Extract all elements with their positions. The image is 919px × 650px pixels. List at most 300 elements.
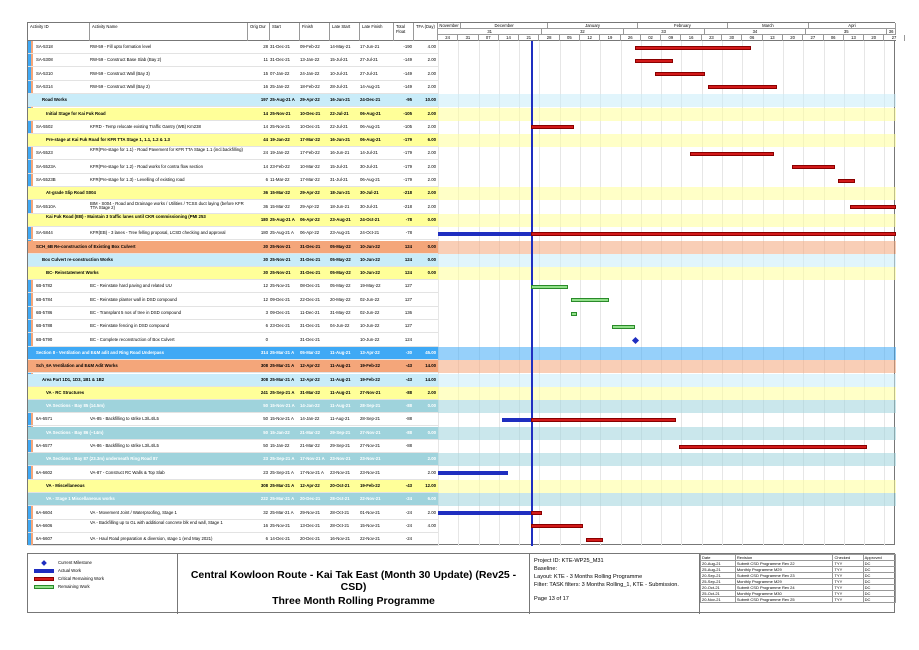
activity-row[interactable] bbox=[28, 334, 438, 347]
activity-row[interactable] bbox=[28, 41, 438, 54]
col-activity-id[interactable]: Activity ID bbox=[28, 23, 90, 41]
cell-id: 6B-5788 bbox=[36, 323, 53, 329]
remaining-bar[interactable] bbox=[612, 325, 635, 329]
cell-start: 15-Nov-21 A bbox=[270, 416, 294, 422]
month-label: November bbox=[438, 23, 461, 29]
cell-dur: 222 bbox=[260, 496, 268, 502]
wbs-row[interactable] bbox=[28, 267, 438, 280]
cell-tfa bbox=[414, 334, 438, 347]
cell-tf: -24 bbox=[405, 509, 412, 515]
rev-cell: DC bbox=[863, 591, 895, 597]
cell-lf: 23-Nov-21 bbox=[360, 456, 381, 462]
cell-name: Initial Stage for Kai Fuk Road bbox=[46, 110, 106, 116]
cell-id: 6A-6604 bbox=[36, 509, 53, 515]
cell-lf: 10-Jun-22 bbox=[360, 243, 381, 249]
cell-finish: 21-Mar-22 bbox=[300, 429, 321, 435]
cell-name: VA-85 - Backfilling to strike L3/L4/L5 bbox=[90, 416, 159, 422]
cell-tf: -179 bbox=[403, 150, 412, 156]
legend-item: Current Milestone bbox=[34, 560, 92, 565]
title-box bbox=[178, 554, 530, 614]
wbs-row[interactable] bbox=[28, 254, 438, 267]
cell-tf bbox=[394, 467, 414, 480]
cell-ls: 23-Aug-21 bbox=[330, 216, 351, 222]
cell-dur: 50 bbox=[263, 443, 268, 448]
wbs-band bbox=[438, 94, 896, 107]
wbs-band bbox=[438, 427, 896, 440]
rev-cell: 20-Nov-21 bbox=[701, 597, 736, 603]
cell-ls: 20-Oct-21 bbox=[330, 482, 350, 488]
rev-cell: DC bbox=[863, 585, 895, 591]
activity-row[interactable] bbox=[28, 174, 438, 187]
cell-name: Road Works bbox=[42, 97, 67, 103]
cell-name: KFR(EB) - 3 lanes - Tree felling proposal, LCSD checking and approval bbox=[90, 230, 226, 236]
cell-tf: -43 bbox=[405, 376, 412, 382]
rev-cell: Monthly Programme M29 bbox=[735, 567, 833, 573]
col-start[interactable]: Start bbox=[270, 23, 300, 41]
activity-row[interactable] bbox=[28, 121, 438, 134]
cell-id: 6A-6602 bbox=[36, 469, 53, 475]
cell-start: 15-Mar-22 bbox=[270, 203, 290, 209]
filter: Filter: TASK filters: 3 Months Rolling_1, KTE - Submission. bbox=[534, 582, 679, 588]
rev-header: Checked bbox=[833, 555, 863, 561]
cell-tf: -190 bbox=[403, 44, 412, 49]
critical-bar[interactable] bbox=[531, 125, 574, 129]
cell-lf: 27-Nov-21 bbox=[360, 389, 381, 395]
cell-finish: 12-Apr-22 bbox=[300, 482, 320, 488]
cell-id: 6A-6607 bbox=[36, 536, 53, 542]
cell-tf: -179 bbox=[403, 163, 412, 169]
cell-tfa: 2.00 bbox=[427, 469, 436, 475]
cell-start: 25-Nov-21 bbox=[270, 283, 291, 289]
cell-tfa: 2.00 bbox=[427, 163, 436, 169]
cell-start: 09-Dec-21 bbox=[270, 296, 291, 302]
cell-dur: 14 bbox=[263, 123, 268, 129]
cell-finish: 13-Jan-22 bbox=[300, 57, 320, 63]
activity-row[interactable] bbox=[28, 507, 438, 520]
cell-start: 15-Jan-22 bbox=[270, 443, 290, 448]
cell-dur: 16 bbox=[263, 83, 268, 89]
wbs-row[interactable] bbox=[28, 347, 438, 360]
rev-cell: DC bbox=[863, 561, 895, 567]
layout: Layout: KTE - 3 Months Rolling Programme bbox=[534, 574, 643, 580]
cell-dur: 12 bbox=[263, 296, 268, 302]
cell-ls: 11-Aug-21 bbox=[330, 363, 351, 369]
wbs-row[interactable] bbox=[28, 187, 438, 200]
cell-dur: 24 bbox=[263, 150, 268, 156]
cell-start: 25-Mar-21 A bbox=[270, 363, 295, 369]
cell-name: BC - Transplant 5 nos of tree in DSD compound bbox=[90, 310, 181, 315]
cell-lf: 02-Jun-22 bbox=[360, 296, 380, 302]
col-orig-dur[interactable]: Orig Dur bbox=[248, 23, 270, 41]
cell-start: 31-Dec-21 bbox=[270, 57, 291, 63]
rev-header: Approved bbox=[863, 555, 895, 561]
cell-tf: -24 bbox=[405, 536, 412, 542]
cell-name: KFR(Pre-stage for 1.1) - Road Pavement for KFR TTA Stage 1.1 (incl.backfilling) bbox=[90, 147, 243, 153]
cell-dur: 14 bbox=[263, 163, 268, 169]
actual-bar[interactable] bbox=[502, 418, 531, 422]
cell-start: 25-Sep-21 A bbox=[270, 456, 295, 462]
critical-bar[interactable] bbox=[531, 418, 676, 422]
cell-name: BC - Complete reconstruction of Box Culvert bbox=[90, 336, 175, 342]
col-total-float[interactable]: Total Float bbox=[394, 23, 414, 41]
cell-tf: -88 bbox=[405, 389, 412, 395]
wbs-band bbox=[438, 214, 896, 227]
wbs-row[interactable] bbox=[28, 360, 438, 373]
gantt-sheet bbox=[27, 22, 895, 545]
cell-lf: 28-Sep-21 bbox=[360, 416, 381, 422]
cell-lf: 17-Jun-21 bbox=[360, 44, 380, 49]
cell-finish: 18-Feb-22 bbox=[300, 83, 320, 89]
cell-id: SA-5523B bbox=[36, 177, 56, 182]
cell-name: RW-59 - Construct Wall (Bay 3) bbox=[90, 70, 150, 76]
day-label: 12 bbox=[580, 35, 600, 41]
cell-name: BC - Reinstate hard paving and related UU bbox=[90, 283, 172, 289]
wbs-row[interactable] bbox=[28, 241, 438, 254]
day-label: 13 bbox=[763, 35, 783, 41]
cell-dur: 32 bbox=[263, 509, 268, 515]
cell-ls: 11-Aug-21 bbox=[330, 376, 351, 382]
cell-lf: 24-Oct-21 bbox=[360, 230, 380, 236]
col-activity-name[interactable]: Activity Name bbox=[90, 23, 248, 41]
cell-dur: 308 bbox=[260, 363, 268, 369]
cell-tf: 127 bbox=[404, 296, 412, 302]
cell-ls: 28-Oct-21 bbox=[330, 509, 350, 515]
cell-name: KFR(Pre-stage for 1.3) - Levelling of existing road bbox=[90, 177, 185, 182]
day-label: 20 bbox=[783, 35, 803, 41]
wbs-band bbox=[438, 374, 896, 387]
cell-tfa bbox=[414, 294, 438, 307]
cell-tf: -105 bbox=[403, 123, 412, 129]
critical-bar[interactable] bbox=[531, 511, 543, 515]
cell-dur: 314 bbox=[260, 349, 268, 355]
cell-start: 25-Sep-21 A bbox=[270, 389, 295, 395]
title-block bbox=[27, 553, 895, 613]
wbs-row[interactable] bbox=[28, 134, 438, 147]
critical-bar[interactable] bbox=[655, 72, 704, 76]
actual-bar[interactable] bbox=[438, 511, 531, 515]
cell-ls: 28-Oct-21 bbox=[330, 496, 350, 502]
cell-tfa: 2.00 bbox=[427, 190, 436, 196]
wbs-band bbox=[438, 254, 896, 267]
rev-cell: DC bbox=[863, 573, 895, 579]
cell-lf: 27-Jul-21 bbox=[360, 57, 378, 63]
cell-lf: 30-Jul-21 bbox=[360, 203, 378, 209]
rev-cell: TYY bbox=[833, 591, 863, 597]
rev-cell: Submit CSD Programme Rev 24 bbox=[735, 585, 833, 591]
critical-bar[interactable] bbox=[679, 445, 867, 449]
cell-dur: 0 bbox=[265, 336, 268, 342]
rev-row bbox=[701, 597, 896, 603]
cell-lf: 27-Jul-21 bbox=[360, 70, 378, 76]
critical-bar[interactable] bbox=[850, 205, 896, 209]
cell-start: 19-Jan-22 bbox=[270, 150, 290, 156]
day-label: 23 bbox=[702, 35, 722, 41]
day-label: 09 bbox=[661, 35, 681, 41]
cell-tfa: 6.00 bbox=[427, 137, 436, 143]
cell-dur: 6 bbox=[265, 323, 268, 329]
activity-row[interactable] bbox=[28, 54, 438, 67]
wbs-band bbox=[438, 347, 896, 360]
milestone-diamond[interactable] bbox=[632, 337, 639, 344]
cell-ls: 11-Aug-21 bbox=[330, 416, 350, 422]
critical-bar[interactable] bbox=[531, 524, 583, 528]
column-header bbox=[28, 23, 896, 41]
report-subtitle: Three Month Rolling Programme bbox=[272, 595, 435, 607]
cell-lf: 10-Jun-22 bbox=[360, 336, 380, 342]
cell-tf: -88 bbox=[405, 443, 412, 448]
day-label: 13 bbox=[844, 35, 864, 41]
cell-ls: 23-Nov-21 bbox=[330, 456, 351, 462]
week-label: 35 bbox=[806, 29, 887, 35]
milestone-icon bbox=[41, 560, 47, 566]
cell-dur: 308 bbox=[260, 482, 268, 488]
cell-name: BC - Reinstate fencing in DSD compound bbox=[90, 323, 170, 329]
cell-ls: 29-Sep-21 bbox=[330, 429, 351, 435]
legend-item: Actual Work bbox=[34, 568, 81, 573]
critical-bar[interactable] bbox=[708, 85, 778, 89]
cell-ls: 31-May-22 bbox=[330, 310, 351, 315]
cell-name: VA - Movement Joint / Waterproofing, Stage 1 bbox=[90, 509, 177, 515]
rev-cell: DC bbox=[863, 567, 895, 573]
activity-row[interactable] bbox=[28, 440, 438, 453]
activity-row[interactable] bbox=[28, 201, 438, 214]
cell-finish: 31-Dec-21 bbox=[300, 323, 321, 329]
critical-bar[interactable] bbox=[586, 538, 603, 542]
cell-tfa: 4.00 bbox=[427, 44, 436, 49]
cell-name: VA - RC Structures bbox=[46, 389, 85, 395]
cell-lf: 19-Feb-22 bbox=[360, 482, 381, 488]
cell-start: 25-Aug-21 A bbox=[270, 97, 295, 103]
activity-row[interactable] bbox=[28, 280, 438, 293]
cell-lf: 19-May-22 bbox=[360, 283, 381, 289]
activity-row[interactable] bbox=[28, 320, 438, 333]
cell-id: 6B-5782 bbox=[36, 283, 53, 289]
cell-ls: 28-Jul-21 bbox=[330, 83, 348, 89]
week-label: 36 bbox=[887, 29, 896, 35]
activity-row[interactable] bbox=[28, 467, 438, 480]
cell-lf: 30-Jul-21 bbox=[360, 190, 379, 196]
cell-dur: 3 bbox=[265, 310, 268, 315]
cell-start: 25-Mar-21 A bbox=[270, 496, 295, 502]
critical-bar[interactable] bbox=[635, 46, 751, 50]
rev-cell: Submit CSD Programme Rev 25 bbox=[735, 597, 833, 603]
cell-tfa: 2.00 bbox=[427, 389, 436, 395]
wbs-row[interactable] bbox=[28, 374, 438, 387]
activity-row[interactable] bbox=[28, 520, 438, 533]
actual-bar[interactable] bbox=[438, 471, 508, 475]
cell-ls: 16-Jun-21 bbox=[330, 150, 350, 156]
day-label: 20 bbox=[864, 35, 884, 41]
cell-finish: 24-Jan-22 bbox=[300, 70, 320, 76]
activity-row[interactable] bbox=[28, 68, 438, 81]
activity-row[interactable] bbox=[28, 533, 438, 546]
activity-row[interactable] bbox=[28, 147, 438, 160]
activity-row[interactable] bbox=[28, 307, 438, 320]
cell-start: 23-Dec-21 bbox=[270, 323, 291, 329]
cell-lf: 23-Nov-21 bbox=[360, 469, 381, 475]
cell-tfa bbox=[414, 533, 438, 546]
cell-ls: 28-Oct-21 bbox=[330, 522, 350, 528]
wbs-row[interactable] bbox=[28, 480, 438, 493]
cell-tfa: 0.00 bbox=[427, 243, 436, 249]
week-label: 34 bbox=[705, 29, 806, 35]
col-tfa[interactable]: TFA (Day) bbox=[414, 23, 438, 41]
rev-cell: TYY bbox=[833, 597, 863, 603]
cell-lf: 15-Nov-21 bbox=[360, 522, 381, 528]
cell-finish: 29-Apr-22 bbox=[300, 97, 320, 103]
cell-dur: 241 bbox=[260, 389, 268, 395]
cell-tf: 136 bbox=[404, 310, 412, 315]
critical-bar[interactable] bbox=[635, 59, 673, 63]
cell-dur: 14 bbox=[263, 110, 268, 116]
cell-ls: 23-Nov-21 bbox=[330, 469, 351, 475]
cell-lf: 24-Oct-21 bbox=[360, 216, 380, 222]
cell-ls: 18-Jun-21 bbox=[330, 190, 351, 196]
cell-name: BC- Reinstatement Works bbox=[46, 270, 99, 276]
cell-dur: 50 bbox=[263, 429, 268, 435]
cell-dur: 16 bbox=[263, 522, 268, 528]
cell-start: 11-Mar-22 bbox=[270, 177, 290, 182]
col-late-start[interactable]: Late Start bbox=[330, 23, 360, 41]
month-label: January bbox=[548, 23, 638, 29]
day-label: 30 bbox=[722, 35, 742, 41]
cell-dur: 30 bbox=[263, 256, 268, 262]
critical-bar[interactable] bbox=[690, 152, 774, 156]
rev-cell: 20-Aug-21 bbox=[701, 561, 736, 567]
cell-start bbox=[270, 334, 300, 347]
cell-ls: 15-Jul-21 bbox=[330, 57, 348, 63]
critical-bar[interactable] bbox=[531, 232, 896, 236]
cell-name: Section 8 - Ventilation and E&M adit and Ring Road Underpass bbox=[36, 349, 164, 355]
cell-start: 25-Aug-21 A bbox=[270, 230, 294, 236]
cell-tf: -78 bbox=[405, 216, 412, 222]
rev-cell: TYY bbox=[833, 585, 863, 591]
cell-dur: 50 bbox=[263, 403, 268, 409]
actual-bar[interactable] bbox=[438, 232, 531, 236]
remaining-bar[interactable] bbox=[571, 312, 577, 316]
critical-bar[interactable] bbox=[838, 179, 855, 183]
day-label: 16 bbox=[681, 35, 701, 41]
cell-dur: 23 bbox=[263, 456, 268, 462]
wbs-row[interactable] bbox=[28, 400, 438, 413]
cell-start: 25-Jan-22 bbox=[270, 83, 290, 89]
cell-lf: 24-Dec-21 bbox=[360, 97, 381, 103]
cell-finish: 11-Dec-21 bbox=[300, 310, 320, 315]
cell-dur: 44 bbox=[263, 137, 268, 143]
cell-tf: -43 bbox=[405, 482, 412, 488]
activity-row[interactable] bbox=[28, 161, 438, 174]
activity-row[interactable] bbox=[28, 413, 438, 426]
cell-ls: 31-Jul-21 bbox=[330, 177, 348, 182]
week-label: 31 bbox=[438, 29, 542, 35]
cell-finish: 08-Dec-21 bbox=[300, 283, 321, 289]
cell-dur: 30 bbox=[263, 243, 268, 249]
cell-dur: 15 bbox=[263, 70, 268, 76]
col-finish[interactable]: Finish bbox=[300, 23, 330, 41]
day-label: 05 bbox=[560, 35, 580, 41]
activity-row[interactable] bbox=[28, 227, 438, 240]
col-late-finish[interactable]: Late Finish bbox=[360, 23, 394, 41]
cell-tfa: 0.00 bbox=[427, 256, 436, 262]
cell-tfa: 10.00 bbox=[425, 97, 436, 103]
cell-ls: 22-Jul-21 bbox=[330, 123, 348, 129]
remaining-bar[interactable] bbox=[571, 298, 609, 302]
cell-lf: 02-Jun-22 bbox=[360, 310, 380, 315]
cell-finish: 13-Dec-21 bbox=[300, 522, 321, 528]
wbs-band bbox=[438, 480, 896, 493]
remaining-bar[interactable] bbox=[531, 285, 569, 289]
cell-name: VA - Stage 1 Miscellaneous works bbox=[46, 496, 115, 502]
cell-tfa bbox=[414, 440, 438, 453]
cell-id: 6B-5786 bbox=[36, 310, 53, 315]
activity-table bbox=[28, 41, 896, 546]
cell-ls: 04-Jun-22 bbox=[330, 323, 350, 329]
wbs-row[interactable] bbox=[28, 387, 438, 400]
cell-finish: 17-Mar-22 bbox=[300, 177, 320, 182]
cell-id: SA-5502 bbox=[36, 123, 53, 129]
cell-ls: 20-May-22 bbox=[330, 296, 351, 302]
cell-name: KFRD - Temp relocate existing Traffic Gantry (WB) Km238 bbox=[90, 123, 201, 129]
cell-tfa: 0.00 bbox=[427, 403, 436, 409]
rev-cell: DC bbox=[863, 579, 895, 585]
rev-cell: TYY bbox=[833, 561, 863, 567]
wbs-row[interactable] bbox=[28, 493, 438, 506]
cell-id: 6A-6577 bbox=[36, 443, 53, 448]
cell-tf: 124 bbox=[404, 336, 412, 342]
cell-ls: 10-Jul-21 bbox=[330, 70, 348, 76]
cell-dur: 11 bbox=[263, 57, 268, 63]
cell-name: SCH_6B Re-construction of Existing Box Culvert bbox=[36, 243, 136, 249]
cell-tf: -105 bbox=[403, 110, 412, 116]
cell-tf: -179 bbox=[403, 137, 412, 143]
cell-ls: 11-Aug-21 bbox=[330, 349, 351, 355]
wbs-row[interactable] bbox=[28, 427, 438, 440]
activity-row[interactable] bbox=[28, 81, 438, 94]
cell-name: At-grade Slip Road S004 bbox=[46, 190, 96, 196]
rev-cell: Submit CSD Programme Rev 23 bbox=[735, 573, 833, 579]
cell-start: 15-Jan-22 bbox=[270, 429, 290, 435]
cell-name: VA-87 - Construct RC Walls & Top Slab bbox=[90, 469, 165, 475]
cell-tf: -149 bbox=[403, 57, 412, 63]
wbs-band bbox=[438, 267, 896, 280]
cell-name: RW-59 - Fill upto formation level bbox=[90, 44, 152, 49]
cell-finish: 09-Feb-22 bbox=[300, 44, 320, 49]
cell-tfa: 2.00 bbox=[427, 203, 436, 209]
wbs-row[interactable] bbox=[28, 453, 438, 466]
cell-name: VA Sections - Bay 87 (23.3m) underneath Ring Road 87 bbox=[46, 456, 158, 462]
cell-finish: 12-Apr-22 bbox=[300, 363, 320, 369]
day-label: 24 bbox=[438, 35, 458, 41]
data-date-line bbox=[531, 41, 533, 546]
wbs-row[interactable] bbox=[28, 214, 438, 227]
wbs-row[interactable] bbox=[28, 108, 438, 121]
day-label: 02 bbox=[641, 35, 661, 41]
cell-finish: 29-Apr-22 bbox=[300, 190, 320, 196]
cell-start: 31-Dec-21 bbox=[270, 44, 291, 49]
wbs-band bbox=[438, 187, 896, 200]
cell-tf: 124 bbox=[404, 243, 412, 249]
cell-name: Pre-stage at Kai Fuk Road for KFR TTA Stage 1, 1.1, 1.2 & 1.3 bbox=[46, 137, 170, 143]
cell-tf: 127 bbox=[404, 323, 412, 329]
cell-name: VA - Haul Road preparation & diversion, stage 1 (end May 2021) bbox=[90, 536, 213, 542]
cell-id: SA-5523A bbox=[36, 163, 56, 169]
cell-tfa bbox=[414, 320, 438, 333]
month-label: December bbox=[461, 23, 548, 29]
wbs-row[interactable] bbox=[28, 94, 438, 107]
critical-bar[interactable] bbox=[792, 165, 835, 169]
activity-row[interactable] bbox=[28, 294, 438, 307]
project-id: Project ID: KTE-WP25_M31 bbox=[534, 558, 604, 564]
